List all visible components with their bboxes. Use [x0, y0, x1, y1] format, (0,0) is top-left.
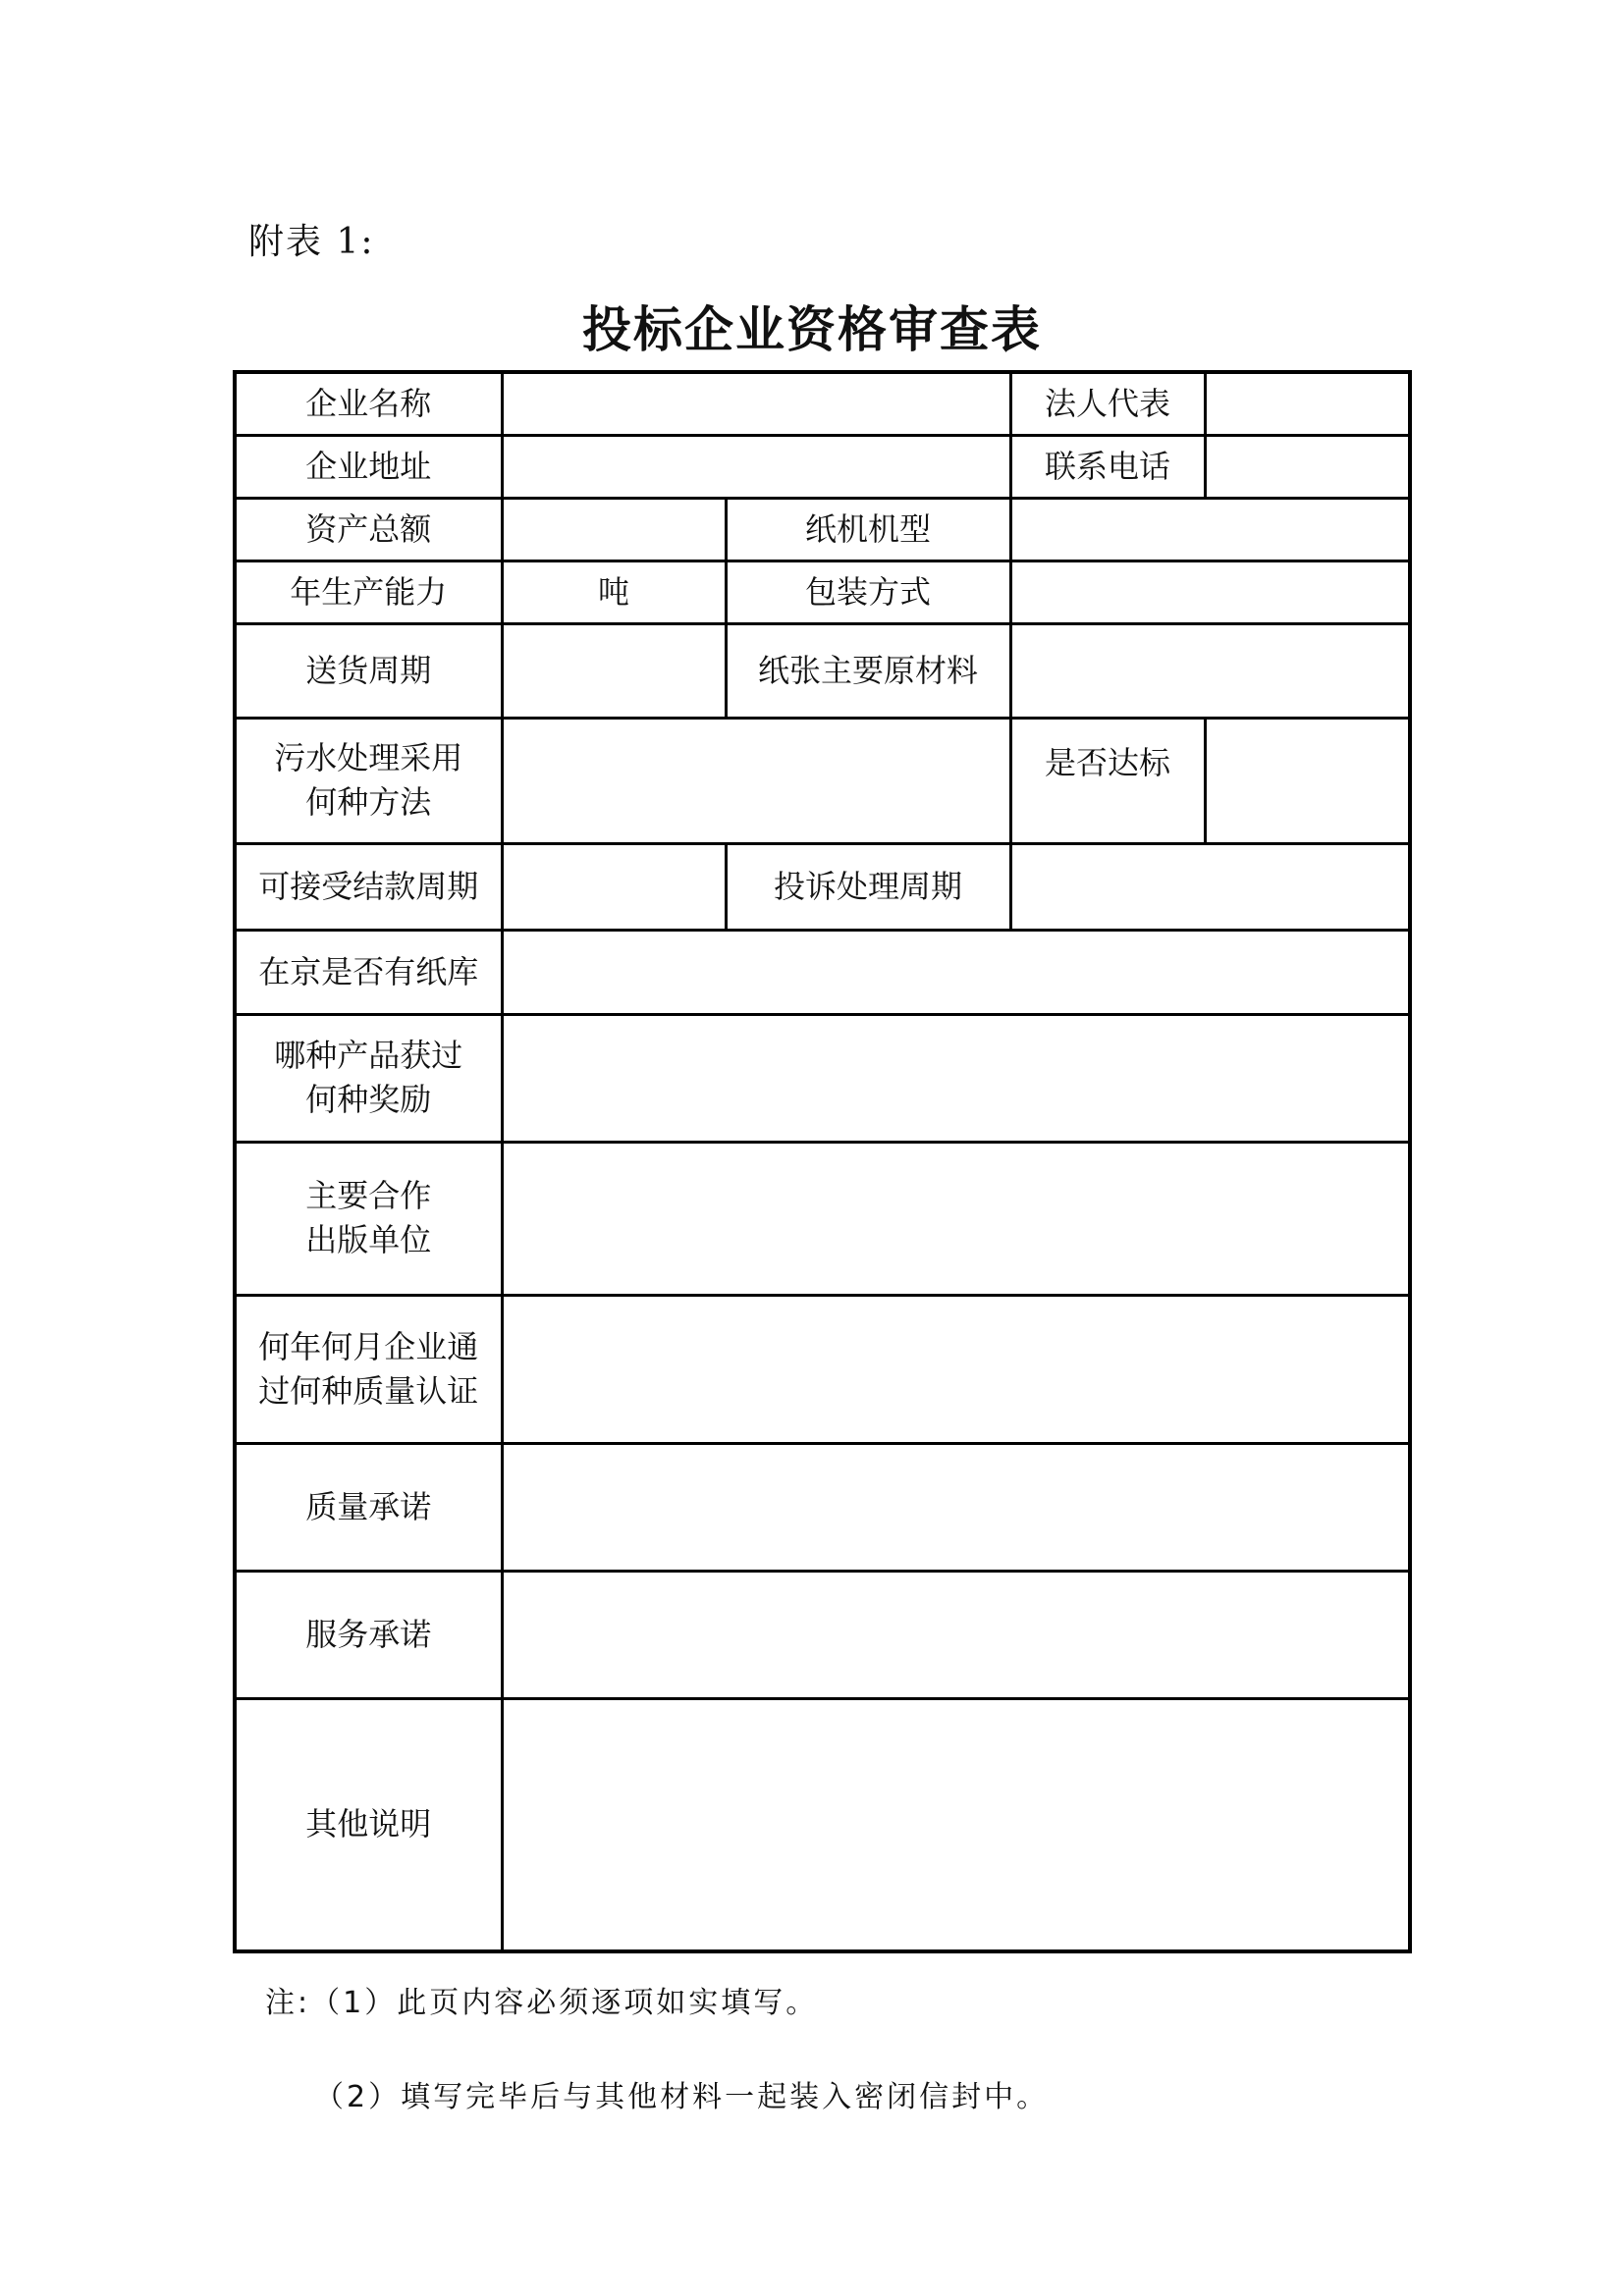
label-awards-line2: 何种奖励 — [305, 1081, 432, 1118]
label-company-address: 企业地址 — [235, 435, 502, 498]
certification-field[interactable] — [502, 1295, 1410, 1443]
annual-capacity-field[interactable] — [502, 561, 726, 623]
table-row — [235, 623, 1410, 718]
label-legal-rep: 法人代表 — [1010, 372, 1205, 435]
total-assets-field[interactable] — [502, 498, 726, 561]
table-row — [235, 1571, 1410, 1698]
table-row — [235, 435, 1410, 498]
company-address-field[interactable] — [502, 435, 1010, 498]
label-other-notes: 其他说明 — [235, 1698, 502, 1951]
table-row — [235, 1698, 1410, 1951]
payment-cycle-field[interactable] — [502, 843, 726, 930]
label-packaging: 包装方式 — [726, 561, 1010, 623]
label-partners-line1: 主要合作 — [305, 1177, 432, 1215]
label-partners — [235, 1142, 502, 1295]
attachment-label: 附表 1: — [248, 222, 375, 262]
label-awards — [235, 1014, 502, 1142]
label-total-assets: 资产总额 — [235, 498, 502, 561]
note-1: 注:（1）此页内容必须逐项如实填写。 — [265, 1986, 819, 2020]
label-certification — [235, 1295, 502, 1443]
label-sewage-method-line2: 何种方法 — [305, 783, 432, 821]
quality-commitment-field[interactable] — [502, 1443, 1410, 1571]
note-2: （2）填写完毕后与其他材料一起装入密闭信封中。 — [314, 2080, 1050, 2114]
table-row — [235, 843, 1410, 930]
table-row — [235, 1142, 1410, 1295]
label-company-name: 企业名称 — [235, 372, 502, 435]
document-title: 投标企业资格审查表 — [582, 300, 1042, 358]
label-certification-line2: 过何种质量认证 — [258, 1371, 479, 1410]
table-row — [235, 498, 1410, 561]
table-row — [235, 1443, 1410, 1571]
capacity-unit: 吨 — [597, 572, 629, 611]
label-annual-capacity: 年生产能力 — [235, 561, 502, 623]
contact-phone-field[interactable] — [1205, 435, 1410, 498]
table-row — [235, 372, 1410, 435]
main-raw-material-field[interactable] — [1010, 623, 1410, 718]
label-sewage-method — [235, 718, 502, 843]
qualification-review-table — [233, 370, 1412, 1953]
label-delivery-cycle: 送货周期 — [235, 623, 502, 718]
label-partners-line2: 出版单位 — [305, 1221, 432, 1258]
table-row — [235, 930, 1410, 1014]
partners-field[interactable] — [502, 1142, 1410, 1295]
delivery-cycle-field[interactable] — [502, 623, 726, 718]
beijing-warehouse-field[interactable] — [502, 930, 1410, 1014]
other-notes-field[interactable] — [502, 1698, 1410, 1951]
label-awards-line1: 哪种产品获过 — [274, 1037, 463, 1075]
table-row — [235, 561, 1410, 623]
label-service-commitment: 服务承诺 — [235, 1571, 502, 1698]
label-quality-commitment: 质量承诺 — [235, 1443, 502, 1571]
label-main-raw-material: 纸张主要原材料 — [726, 623, 1010, 718]
awards-field[interactable] — [502, 1014, 1410, 1142]
sewage-method-field[interactable] — [502, 718, 1010, 843]
machine-model-field[interactable] — [1010, 498, 1410, 561]
label-payment-cycle: 可接受结款周期 — [235, 843, 502, 930]
label-contact-phone: 联系电话 — [1010, 435, 1205, 498]
company-name-field[interactable] — [502, 372, 1010, 435]
label-machine-model: 纸机机型 — [726, 498, 1010, 561]
complaint-cycle-field[interactable] — [1010, 843, 1410, 930]
table-row — [235, 718, 1410, 843]
label-beijing-warehouse: 在京是否有纸库 — [235, 930, 502, 1014]
legal-rep-field[interactable] — [1205, 372, 1410, 435]
table-row — [235, 1014, 1410, 1142]
label-complaint-cycle: 投诉处理周期 — [726, 843, 1010, 930]
label-meets-standard: 是否达标 — [1010, 718, 1205, 843]
packaging-field[interactable] — [1010, 561, 1410, 623]
meets-standard-field[interactable] — [1205, 718, 1410, 843]
table-row — [235, 1295, 1410, 1443]
service-commitment-field[interactable] — [502, 1571, 1410, 1698]
label-sewage-method-line1: 污水处理采用 — [274, 739, 463, 777]
label-certification-line1: 何年何月企业通 — [258, 1327, 479, 1365]
